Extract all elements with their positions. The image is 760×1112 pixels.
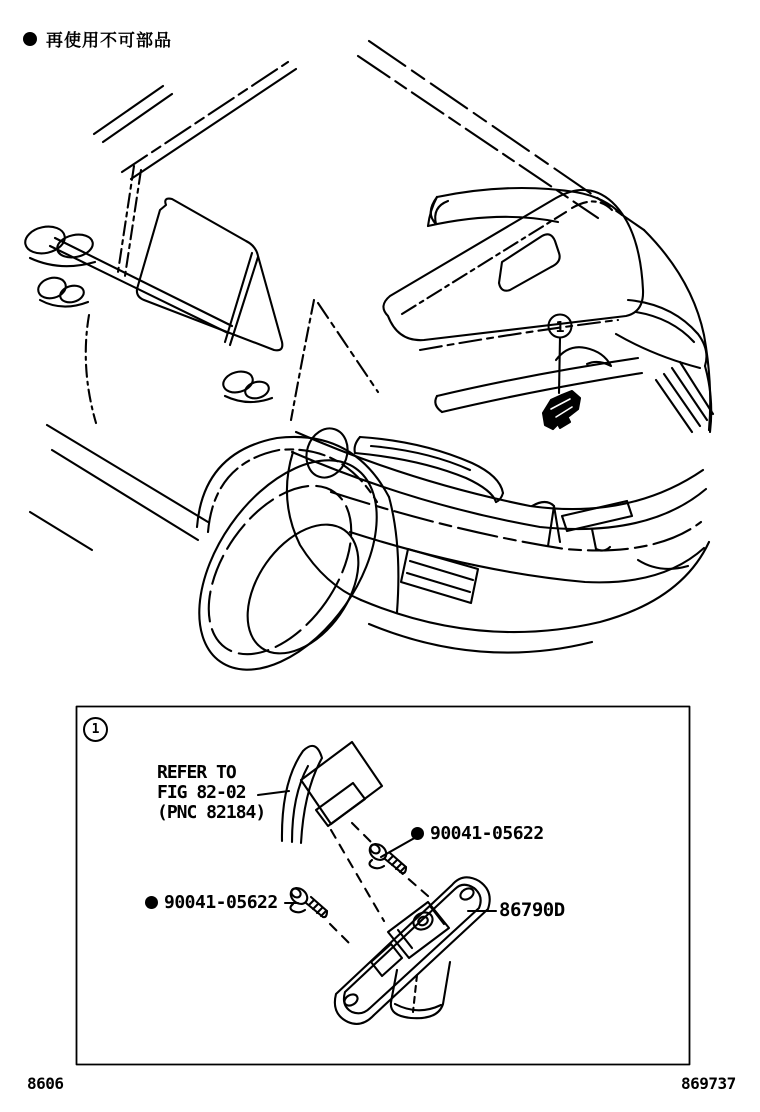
box-callout-1-icon[interactable] xyxy=(83,717,108,742)
car-callout-number: 1 xyxy=(555,318,565,336)
refer-note-line1: REFER TO xyxy=(157,762,236,783)
figure-code: 8606 xyxy=(27,1074,64,1093)
legend-text: 再使用不可部品 xyxy=(46,31,172,51)
detail-box-frame xyxy=(77,707,690,1065)
car-camera-part xyxy=(543,391,580,429)
camera-assembly-drawing xyxy=(335,877,490,1024)
refer-note-line3: (PNC 82184) xyxy=(157,802,266,823)
refer-note xyxy=(157,763,265,823)
part-label-bolt-lower[interactable] xyxy=(145,892,278,913)
part-label-bolt-upper[interactable] xyxy=(411,823,544,844)
part-number[interactable]: 90041-05622 xyxy=(430,823,544,844)
detail-box-drawings xyxy=(258,742,496,1024)
filled-circle-icon xyxy=(23,32,37,46)
box-callout-number: 1 xyxy=(91,722,100,737)
bolt-lower-drawing xyxy=(288,885,327,917)
part-label-camera[interactable]: 86790D xyxy=(499,899,565,921)
filled-circle-icon xyxy=(411,827,424,840)
legend-non-reusable xyxy=(23,26,172,51)
document-code: 869737 xyxy=(681,1074,736,1093)
part-number[interactable]: 90041-05622 xyxy=(164,892,278,913)
filled-circle-icon xyxy=(145,896,158,909)
refer-note-line2: FIG 82-02 xyxy=(157,782,246,803)
car-illustration xyxy=(23,41,713,702)
